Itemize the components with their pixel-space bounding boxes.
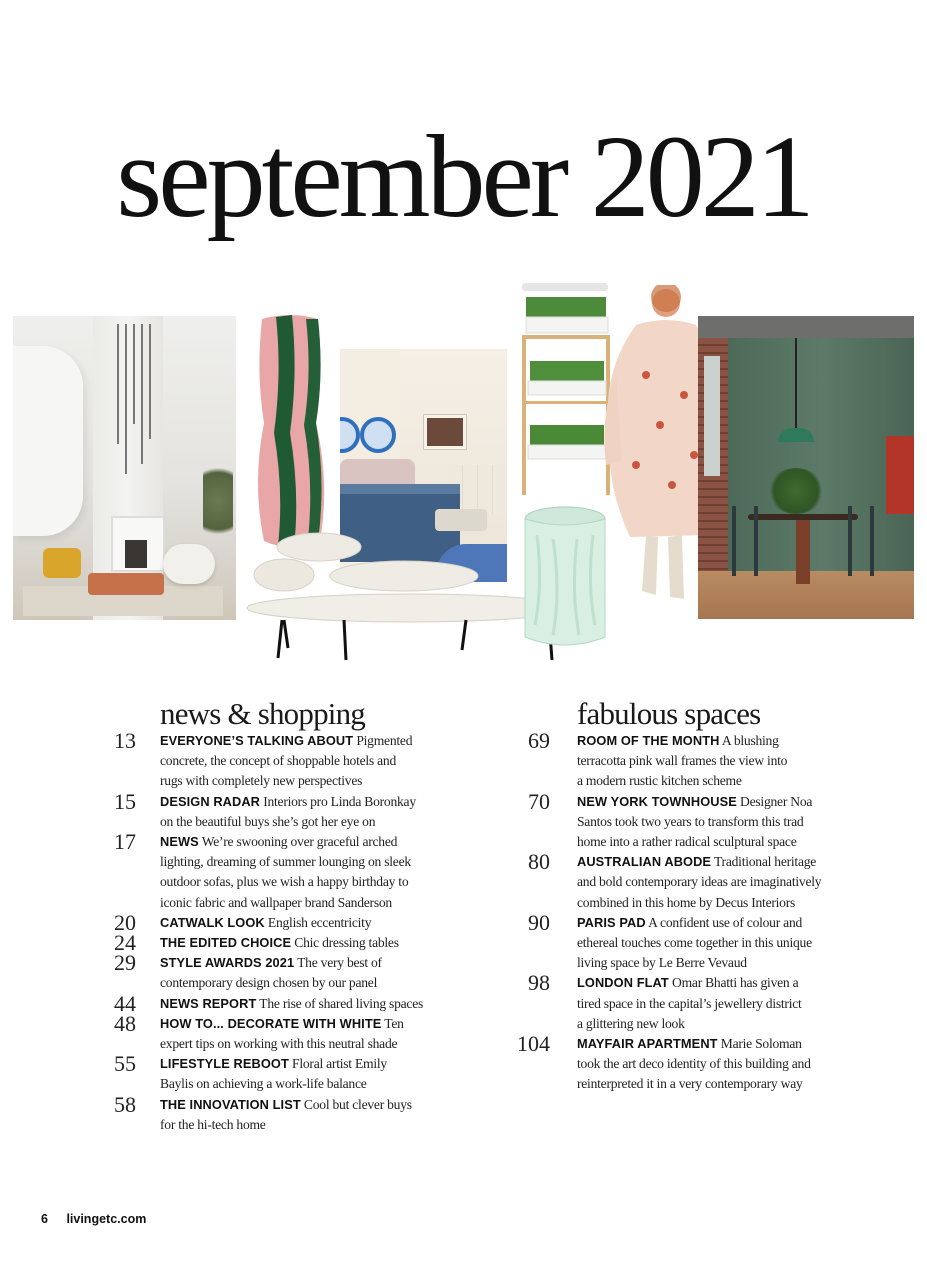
entry-heading: EVERYONE’S TALKING ABOUT (160, 733, 354, 748)
entry-heading: DESIGN RADAR (160, 793, 261, 809)
glass-side-table-image (523, 505, 607, 650)
photo-white-living-room (13, 316, 236, 620)
photo-green-dining-room (698, 316, 914, 619)
entry-desc: Pigmented (356, 733, 413, 748)
entry-desc: The rise of shared living spaces (259, 995, 424, 1011)
entry-desc: A confident use of colour and (648, 914, 803, 930)
entry-desc: Ten (384, 1015, 404, 1031)
page-number: 80 (528, 849, 550, 875)
contents-entry[interactable] (512, 909, 912, 974)
entry-desc: Marie Soloman (720, 1036, 802, 1052)
entry-heading: NEWS (160, 834, 199, 850)
entry-heading: THE INNOVATION LIST (160, 1096, 301, 1112)
contents-entry[interactable] (108, 1051, 508, 1094)
entry-heading: STYLE AWARDS 2021 (160, 955, 295, 971)
entry-heading: PARIS PAD (577, 914, 646, 930)
site-url[interactable]: livingetc.com (66, 1212, 147, 1226)
contents-entry[interactable] (108, 1010, 508, 1054)
entry-heading: LONDON FLAT (577, 975, 669, 991)
contents-entry[interactable] (108, 990, 508, 1016)
entry-heading: ROOM OF THE MONTH (577, 733, 720, 748)
entry-desc: tired space in the capital’s jewellery district (577, 995, 802, 1011)
contents-entry[interactable] (512, 1031, 912, 1095)
entry-heading: NEWS REPORT (160, 995, 257, 1011)
entry-desc: English eccentricity (267, 914, 372, 930)
contents-entry[interactable] (512, 970, 912, 1034)
contents-entry[interactable] (108, 829, 508, 913)
contents-entry[interactable] (108, 909, 508, 935)
issue-month: september (116, 111, 566, 242)
entry-desc: A blushing (721, 733, 779, 748)
entry-desc: Floral artist Emily (292, 1056, 387, 1072)
entry-desc: rugs with completely new perspectives (160, 773, 363, 789)
entry-desc: Omar Bhatti has given a (672, 975, 799, 991)
issue-year: 2021 (590, 111, 811, 242)
page-number: 58 (114, 1091, 136, 1117)
page-number: 20 (114, 909, 136, 935)
entry-heading: CATWALK LOOK (160, 914, 265, 930)
page-number: 29 (114, 950, 136, 976)
contents-entry[interactable] (108, 930, 508, 956)
news-shopping-section (108, 697, 508, 1135)
page-number: 104 (517, 1031, 550, 1057)
entry-desc: reinterpreted it in a very contemporary way (577, 1076, 803, 1092)
contents-entry[interactable] (108, 950, 508, 993)
entry-desc: The very best of (297, 955, 382, 971)
entry-desc: contemporary design chosen by our panel (160, 975, 378, 991)
contents-entry[interactable] (108, 1091, 508, 1135)
entry-desc: expert tips on working with this neutral shade (160, 1036, 398, 1052)
entry-desc: Chic dressing tables (294, 935, 399, 951)
entry-desc: outdoor sofas, plus we wish a happy birthday to (160, 874, 409, 890)
entry-desc: Baylis on achieving a work-life balance (160, 1076, 367, 1092)
folio-number: 6 (41, 1212, 48, 1226)
entry-desc: Traditional heritage (713, 854, 817, 870)
entry-desc: Designer Noa (740, 793, 813, 809)
page-number: 44 (114, 990, 136, 1016)
entry-desc: We’re swooning over graceful arched (201, 834, 398, 850)
page-footer (41, 1212, 146, 1226)
section-title: news & shopping (160, 696, 366, 731)
entry-desc: Cool but clever buys (303, 1096, 412, 1112)
contents-entry[interactable] (512, 849, 912, 913)
contents-entry[interactable] (108, 728, 508, 792)
entry-heading: HOW TO... DECORATE WITH WHITE (160, 1015, 382, 1031)
entry-heading: NEW YORK TOWNHOUSE (577, 793, 737, 809)
page-number: 17 (114, 829, 136, 855)
page-number: 15 (114, 788, 136, 814)
contents-entry[interactable] (512, 788, 912, 853)
entry-heading: MAYFAIR APARTMENT (577, 1036, 718, 1052)
entry-desc: Interiors pro Linda Boronkay (263, 793, 416, 809)
section-title: fabulous spaces (577, 696, 761, 731)
entry-desc: a glittering new look (577, 1015, 685, 1031)
issue-title (0, 111, 927, 242)
page-number: 48 (114, 1010, 136, 1036)
page-number: 55 (114, 1051, 136, 1077)
entry-desc: ethereal touches come together in this unique (577, 935, 812, 951)
entry-desc: living space by Le Berre Vevaud (577, 955, 747, 971)
contents-entry[interactable] (512, 728, 912, 792)
entry-desc: iconic fabric and wallpaper brand Sanderson (160, 894, 392, 910)
entry-desc: and bold contemporary ideas are imaginatively (577, 874, 822, 890)
entry-desc: home into a rather radical sculptural space (577, 834, 797, 850)
striped-vase-image (254, 313, 326, 547)
page-number: 90 (528, 909, 550, 935)
entry-desc: concrete, the concept of shoppable hotels and (160, 753, 396, 769)
entry-desc: terracotta pink wall frames the view into (577, 753, 788, 769)
entry-desc: a modern rustic kitchen scheme (577, 773, 742, 789)
page-number: 98 (528, 970, 550, 996)
entry-heading: THE EDITED CHOICE (160, 935, 292, 951)
entry-desc: for the hi-tech home (160, 1116, 266, 1132)
entry-desc: Santos took two years to transform this trad (577, 813, 804, 829)
entry-desc: took the art deco identity of this building and (577, 1056, 811, 1072)
entry-desc: combined in this home by Decus Interiors (577, 894, 796, 910)
page-number: 13 (114, 728, 136, 753)
page-number: 24 (114, 930, 136, 956)
contents-entry[interactable] (108, 788, 508, 832)
page-number: 69 (528, 728, 550, 753)
entry-desc: on the beautiful buys she’s got her eye on (160, 813, 376, 829)
entry-desc: lighting, dreaming of summer lounging on sleek (160, 854, 411, 870)
entry-heading: AUSTRALIAN ABODE (577, 854, 712, 870)
page-number: 70 (528, 788, 550, 814)
fabulous-spaces-section (512, 697, 912, 1095)
entry-heading: LIFESTYLE REBOOT (160, 1056, 289, 1072)
